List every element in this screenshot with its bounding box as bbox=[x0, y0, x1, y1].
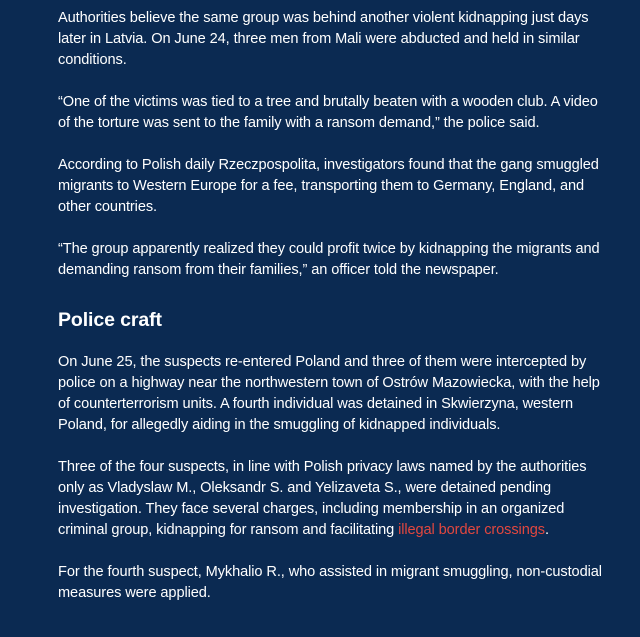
paragraph-rzeczpospolita: According to Polish daily Rzeczpospolita, investigators found that the gang smuggled migrants to Western Europe for a fee, transporting them to Germany, England, and other countries. bbox=[58, 157, 599, 215]
paragraph-police-quote: “One of the victims was tied to a tree and brutally beaten with a wooden club. A video of the torture was sent to the family with a ransom demand,” the police said. bbox=[58, 94, 598, 131]
paragraph-june-25: On June 25, the suspects re-entered Poland and three of them were intercepted by police on a highway near the northwestern town of Ostrów Mazowiecka, with the help of counterterrorism units. A fourth individual was detained in Skwierzyna, western Poland, for allegedly aiding in the smuggling of kidnapped individuals. bbox=[58, 354, 600, 433]
article-body bbox=[58, 8, 610, 625]
section-heading: Police craft bbox=[58, 309, 162, 331]
illegal-border-crossings-link[interactable]: illegal border crossings bbox=[398, 522, 545, 538]
paragraph-suspects-end: . bbox=[544, 522, 549, 538]
paragraph-suspects-charges bbox=[58, 457, 610, 541]
paragraph-suspects-text: Three of the four suspects, in line with Polish privacy laws named by the authorities only as Vladyslaw M., Oleksandr S. and Yelizaveta S., were detained pending investigation. They face several charges, including membership in an organized criminal group, kidnapping for ransom and facilitating bbox=[58, 459, 587, 538]
paragraph-officer-quote: “The group apparently realized they could profit twice by kidnapping the migrants and demanding ransom from their families,” an officer told the newspaper. bbox=[58, 241, 600, 278]
paragraph-latvia-kidnapping: Authorities believe the same group was behind another violent kidnapping just days later in Latvia. On June 24, three men from Mali were abducted and held in similar conditions. bbox=[58, 10, 589, 68]
paragraph-fourth-suspect: For the fourth suspect, Mykhalio R., who assisted in migrant smuggling, non-custodial measures were applied. bbox=[58, 564, 602, 601]
